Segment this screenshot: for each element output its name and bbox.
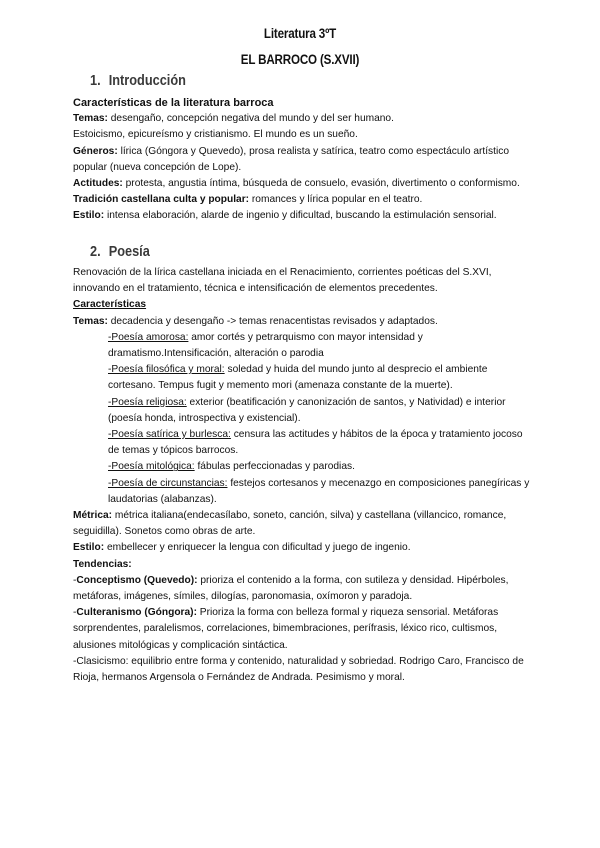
label-temas: Temas: (73, 113, 108, 125)
text-culteranismo: Prioriza la forma con belleza formal y riqueza sensorial. Metáforas sorprendentes, paralelismos, correlaciones, bimembraciones, perífrasis, léxico rico, cultismos, alusiones mitológicas y complicación sintáctica. (73, 607, 499, 651)
paragraph-tradicion (73, 192, 533, 208)
label-estilo: Estilo: (73, 210, 105, 222)
paragraph-satirica (73, 427, 533, 459)
text-temas: decadencia y desengaño -> temas renacentistas revisados y adaptados. (107, 315, 438, 327)
paragraph-conceptismo (73, 573, 533, 605)
section-title: Poesía (108, 243, 150, 260)
text-actitudes: protesta, angustia íntima, búsqueda de consuelo, evasión, divertimento o conformismo. (122, 178, 520, 190)
text-mitologica: fábulas perfeccionadas y parodias. (194, 461, 355, 473)
label-filosofica: -Poesía filosófica y moral: (108, 364, 225, 376)
section-title: Introducción (108, 72, 186, 89)
paragraph-clasicismo: -Clasicismo: equilibrio entre forma y contenido, naturalidad y sobriedad. Rodrigo Caro, Francisco de Rioja, hermanos Argensola o Fernández de Andrada. Pesimismo y moral. (73, 655, 524, 684)
label-mitologica: -Poesía mitológica: (108, 461, 195, 473)
text-temas: desengaño, concepción negativa del mundo y del ser humano. (107, 113, 394, 125)
paragraph-amorosa (73, 330, 533, 362)
label-actitudes: Actitudes: (73, 178, 123, 190)
subheading-caracteristicas: Características (73, 299, 147, 311)
label-conceptismo: Conceptismo (Quevedo): (76, 574, 198, 586)
label-generos: Géneros: (73, 145, 118, 157)
text-amorosa: amor cortés y petrarquismo con mayor intensidad y dramatismo.Intensificación, alteración o parodia (108, 331, 423, 360)
section-number: 2. (90, 243, 101, 260)
section-number: 1. (90, 72, 101, 89)
paragraph-intro: Renovación de la lírica castellana iniciada en el Renacimiento, corrientes poéticas del S.XVI, innovando en el tratamiento, técnica e intensificación de elementos precedentes. (73, 267, 492, 295)
subheading-tendencias: Tendencias: (73, 558, 132, 570)
section-body-introduccion (73, 95, 533, 225)
text-conceptismo: prioriza el contenido a la forma, con sutileza y densidad. Hipérboles, metáforas, imágenes, símiles, dilogías, paronomasia, oxímoron y paradoja. (73, 574, 509, 603)
paragraph-temas (73, 314, 533, 330)
paragraph-temas-2: Estoicismo, epicureísmo y cristianismo. El mundo es un sueño. (73, 129, 358, 141)
text-estilo: intensa elaboración, alarde de ingenio y dificultad, buscando la estimulación sensorial. (104, 210, 497, 222)
text-circunstancias: festejos cortesanos y mecenazgo en composiciones panegíricas y laudatorias (alabanzas). (108, 477, 530, 505)
label-satirica: -Poesía satírica y burlesca: (108, 429, 231, 441)
text-tradicion: romances y lírica popular en el teatro. (249, 194, 423, 206)
label-culteranismo: Culteranismo (Góngora): (76, 607, 197, 619)
section-heading-introduccion (90, 72, 186, 89)
dash-conceptismo: - (73, 574, 77, 586)
paragraph-circunstancias (73, 476, 533, 508)
paragraph-metrica (73, 508, 533, 540)
label-circunstancias: -Poesía de circunstancias: (108, 477, 228, 489)
subheading-caracteristicas: Características de la literatura barroca (73, 97, 274, 109)
label-amorosa: -Poesía amorosa: (108, 331, 189, 343)
paragraph-generos (73, 144, 533, 176)
text-filosofica: soledad y huida del mundo junto al desprecio el ambiente cortesano. Tempus fugit y memento mori (amenaza constante de la muerte). (108, 364, 488, 392)
dash-culteranismo: - (73, 607, 77, 619)
label-metrica: Métrica: (73, 510, 113, 522)
text-satirica: censura las actitudes y hábitos de la época y tratamiento jocoso de temas y tópicos barrocos. (108, 429, 523, 457)
paragraph-mitologica (73, 459, 533, 475)
label-religiosa: -Poesía religiosa: (108, 396, 187, 408)
paragraph-temas (73, 111, 533, 127)
document-subtitle: EL BARROCO (S.XVII) (240, 52, 360, 67)
text-religiosa: exterior (beatificación y canonización de santos, y Natividad) e interior (poesía honda, introspectiva y existencial). (108, 396, 506, 424)
paragraph-religiosa (73, 395, 533, 427)
label-tradicion: Tradición castellana culta y popular: (73, 194, 250, 206)
document-title: Literatura 3ºT (263, 26, 337, 41)
section-heading-poesia (90, 243, 150, 260)
label-estilo: Estilo: (73, 542, 105, 554)
text-estilo: embellecer y enriquecer la lengua con dificultad y juego de ingenio. (104, 542, 411, 554)
paragraph-estilo (73, 208, 533, 224)
text-metrica: métrica italiana(endecasílabo, soneto, canción, silva) y castellana (villancico, romance, seguidilla). Sonetos como obras de arte. (73, 510, 507, 538)
section-body-poesia (73, 265, 533, 686)
paragraph-actitudes (73, 176, 533, 192)
text-generos: lírica (Góngora y Quevedo), prosa realista y satírica, teatro como espectáculo artístico popular (nueva concepción de Lope). (73, 145, 509, 173)
label-temas: Temas: (73, 315, 108, 327)
paragraph-estilo (73, 540, 533, 556)
paragraph-filosofica (73, 362, 533, 394)
paragraph-culteranismo (73, 605, 533, 654)
